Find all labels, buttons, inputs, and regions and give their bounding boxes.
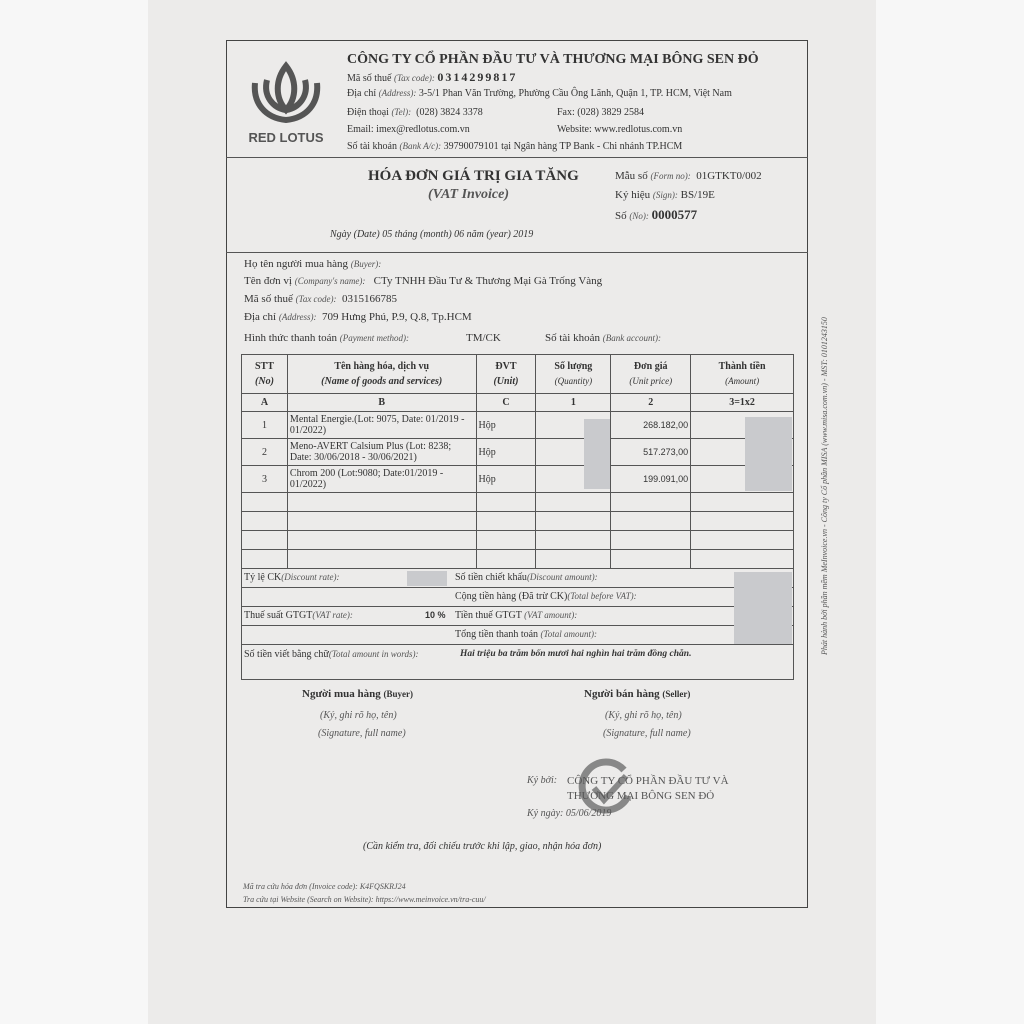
label: Mã số thuế bbox=[244, 293, 293, 305]
seller-tax-code: 0314299817 bbox=[437, 70, 518, 84]
label-en: (Bank A/c): bbox=[399, 141, 442, 151]
column-header bbox=[242, 355, 288, 394]
invoice-lookup-website: Tra cứu tại Website (Search on Website): https://www.meinvoice.vn/tra-cuu/ bbox=[243, 895, 486, 904]
invoice-no: 0000577 bbox=[651, 207, 698, 222]
row-goods-name: Meno-AVERT Calsium Plus (Lot: 8238; Date: 30/06/2018 - 30/06/2021) bbox=[287, 439, 476, 466]
label: Số tài khoản bbox=[347, 141, 397, 152]
empty-row bbox=[242, 493, 794, 512]
redacted-totals bbox=[734, 572, 792, 644]
invoice-lookup-code: Mã tra cứu hóa đơn (Invoice code): K4FQSKRJ24 bbox=[243, 882, 406, 891]
redacted-quantity bbox=[584, 419, 610, 489]
label: Tỷ lệ CK bbox=[244, 572, 282, 583]
header-en: (No) bbox=[255, 376, 274, 387]
payment-method: TM/CK bbox=[466, 332, 501, 344]
seller-website: Website: www.redlotus.com.vn bbox=[557, 124, 683, 135]
row-goods-name: Mental Energie.(Lot: 9075, Date: 01/2019 - 01/2022) bbox=[287, 412, 476, 439]
table-row bbox=[242, 439, 794, 466]
label: Số tài khoản bbox=[545, 332, 600, 344]
label: Địa chỉ bbox=[347, 88, 377, 99]
label-en: (Tel): bbox=[391, 107, 412, 117]
label-en: (Tax code): bbox=[295, 294, 337, 304]
label-en: (Discount rate): bbox=[281, 572, 340, 582]
svg-text:RED LOTUS: RED LOTUS bbox=[248, 130, 324, 145]
header-vi: Đơn giá bbox=[633, 361, 668, 372]
goods-table bbox=[241, 354, 794, 569]
header-vi: Thành tiền bbox=[718, 361, 766, 372]
header-en: (Quantity) bbox=[554, 376, 593, 386]
label-en: (Discount amount): bbox=[526, 572, 598, 582]
label: Tên đơn vị bbox=[244, 275, 292, 287]
table-row bbox=[242, 466, 794, 493]
label-en: (VAT rate): bbox=[312, 610, 353, 620]
empty-row bbox=[242, 531, 794, 550]
signed-by-label: Ký bởi: bbox=[527, 775, 558, 786]
label-en: (Total amount in words): bbox=[328, 649, 419, 659]
table-row bbox=[242, 412, 794, 439]
buyer-address: 709 Hưng Phú, P.9, Q.8, Tp.HCM bbox=[322, 311, 472, 323]
header-vi: Tên hàng hóa, dịch vụ bbox=[334, 361, 430, 372]
row-no: 3 bbox=[242, 466, 288, 493]
row-unit-price: 199.091,00 bbox=[611, 466, 691, 493]
row-unit: Hộp bbox=[476, 439, 536, 466]
header-vi: Số lượng bbox=[554, 361, 593, 372]
column-header bbox=[476, 355, 536, 394]
sign-note-en: (Signature, full name) bbox=[318, 728, 406, 739]
label: Tiền thuế GTGT bbox=[455, 610, 522, 621]
redacted-discount-rate bbox=[407, 571, 447, 586]
header-en: (Unit price) bbox=[629, 376, 673, 386]
seller-signature-title: Người bán hàng bbox=[584, 688, 660, 700]
header-vi: STT bbox=[255, 361, 274, 372]
row-unit: Hộp bbox=[476, 466, 536, 493]
column-code: 2 bbox=[611, 394, 691, 412]
column-code: 3=1x2 bbox=[691, 394, 794, 412]
seller-bank: 39790079101 tại Ngân hàng TP Bank - Chi nhánh TP.HCM bbox=[443, 141, 683, 152]
seller-fax: Fax: (028) 3829 2584 bbox=[557, 107, 644, 118]
label: Mã số thuế bbox=[347, 73, 392, 84]
label-en: (Tax code): bbox=[393, 73, 435, 83]
label-en: (Address): bbox=[278, 312, 317, 322]
summary-row bbox=[241, 607, 794, 626]
row-goods-name: Chrom 200 (Lot:9080; Date:01/2019 - 01/2022) bbox=[287, 466, 476, 493]
buyer-signature-title: Người mua hàng bbox=[302, 688, 381, 700]
column-header bbox=[611, 355, 691, 394]
label: Mẫu số bbox=[615, 170, 648, 182]
label: Thuế suất GTGT bbox=[244, 610, 313, 621]
column-header bbox=[691, 355, 794, 394]
amount-in-words: Hai triệu ba trăm bốn mươi hai nghìn hai trăm đồng chẵn. bbox=[460, 649, 692, 659]
column-code: A bbox=[242, 394, 288, 412]
sign-note-en: (Signature, full name) bbox=[603, 728, 691, 739]
column-header bbox=[536, 355, 611, 394]
table-header-row bbox=[242, 355, 794, 394]
summary-row bbox=[241, 569, 794, 588]
invoice-date: Ngày (Date) 05 tháng (month) 06 năm (year) 2019 bbox=[330, 229, 534, 240]
header-en: (Name of goods and services) bbox=[321, 376, 443, 387]
seller-address: 3-5/1 Phan Văn Trường, Phường Cầu Ông Lãnh, Quận 1, TP. HCM, Việt Nam bbox=[418, 88, 732, 99]
invoice-title: HÓA ĐƠN GIÁ TRỊ GIA TĂNG bbox=[368, 168, 579, 184]
empty-row bbox=[242, 512, 794, 531]
buyer-company: CTy TNHH Đầu Tư & Thương Mại Gà Trống Vàng bbox=[373, 275, 603, 287]
label: Tổng tiền thanh toán bbox=[455, 629, 539, 640]
signed-by-line1: CÔNG TY CỔ PHẦN ĐẦU TƯ VÀ bbox=[567, 775, 729, 787]
seller-name: CÔNG TY CỔ PHẦN ĐẦU TƯ VÀ THƯƠNG MẠI BÔNG SEN ĐỎ bbox=[347, 52, 759, 67]
red-lotus-logo bbox=[245, 58, 327, 148]
row-unit-price: 517.273,00 bbox=[611, 439, 691, 466]
table-code-row bbox=[242, 394, 794, 412]
row-no: 2 bbox=[242, 439, 288, 466]
row-unit: Hộp bbox=[476, 412, 536, 439]
label: Ký hiệu bbox=[615, 189, 651, 201]
label: Địa chỉ bbox=[244, 311, 277, 323]
summary-row bbox=[241, 626, 794, 645]
seller-email: Email: imex@redlotus.com.vn bbox=[347, 124, 470, 135]
label-en: (Bank account): bbox=[602, 333, 661, 343]
label-en: (Form no): bbox=[650, 171, 691, 181]
sign-note: (Ký, ghi rõ họ, tên) bbox=[320, 710, 397, 721]
label-en: (No): bbox=[629, 211, 649, 221]
column-header bbox=[287, 355, 476, 394]
sign-note: (Ký, ghi rõ họ, tên) bbox=[605, 710, 682, 721]
signed-date: Ký ngày: 05/06/2019 bbox=[527, 808, 612, 819]
header-en: (Amount) bbox=[725, 376, 760, 386]
label-en: (VAT amount): bbox=[524, 610, 578, 620]
signed-by-line2: THƯƠNG MẠI BÔNG SEN ĐỎ bbox=[567, 790, 715, 802]
label-en: (Total before VAT): bbox=[567, 591, 637, 601]
label-en: (Sign): bbox=[652, 190, 678, 200]
redacted-amount bbox=[745, 417, 792, 491]
label: Cộng tiền hàng (Đã trừ CK) bbox=[455, 591, 568, 602]
sign-code: BS/19E bbox=[680, 189, 715, 201]
row-no: 1 bbox=[242, 412, 288, 439]
label: Số bbox=[615, 210, 627, 222]
label-en: (Address): bbox=[378, 88, 417, 98]
buyer-tax-code: 0315166785 bbox=[342, 293, 398, 305]
label: Họ tên người mua hàng bbox=[244, 258, 349, 270]
label: Điện thoại bbox=[347, 107, 389, 118]
vat-rate-value: 10 % bbox=[425, 610, 446, 620]
label-en: (Buyer): bbox=[350, 259, 382, 269]
header-vi: ĐVT bbox=[495, 361, 517, 372]
form-no: 01GTKT0/002 bbox=[696, 170, 762, 182]
publisher-note: Phát hành bởi phần mềm MeInvoice.vn - Công ty Cổ phần MISA (www.misa.com.vn) - MST: 0101243150 bbox=[820, 317, 829, 655]
header-en: (Unit) bbox=[493, 376, 519, 387]
column-code: 1 bbox=[536, 394, 611, 412]
summary-row bbox=[241, 588, 794, 607]
label-en: (Seller) bbox=[662, 689, 691, 699]
label: Số tiền chiết khấu bbox=[455, 572, 527, 583]
check-note: (Cần kiểm tra, đối chiếu trước khi lập, giao, nhận hóa đơn) bbox=[363, 841, 602, 852]
label: Số tiền viết bằng chữ bbox=[244, 649, 329, 660]
row-unit-price: 268.182,00 bbox=[611, 412, 691, 439]
label-en: (Company's name): bbox=[294, 276, 366, 286]
empty-row bbox=[242, 550, 794, 569]
label: Hình thức thanh toán bbox=[244, 332, 338, 344]
column-code: C bbox=[476, 394, 536, 412]
column-code: B bbox=[287, 394, 476, 412]
seller-tel: (028) 3824 3378 bbox=[416, 107, 483, 118]
amount-in-words-row bbox=[241, 645, 794, 680]
label-en: (Total amount): bbox=[540, 629, 597, 639]
label-en: (Buyer) bbox=[383, 689, 413, 699]
invoice-subtitle: (VAT Invoice) bbox=[428, 187, 510, 202]
label-en: (Payment method): bbox=[339, 333, 410, 343]
